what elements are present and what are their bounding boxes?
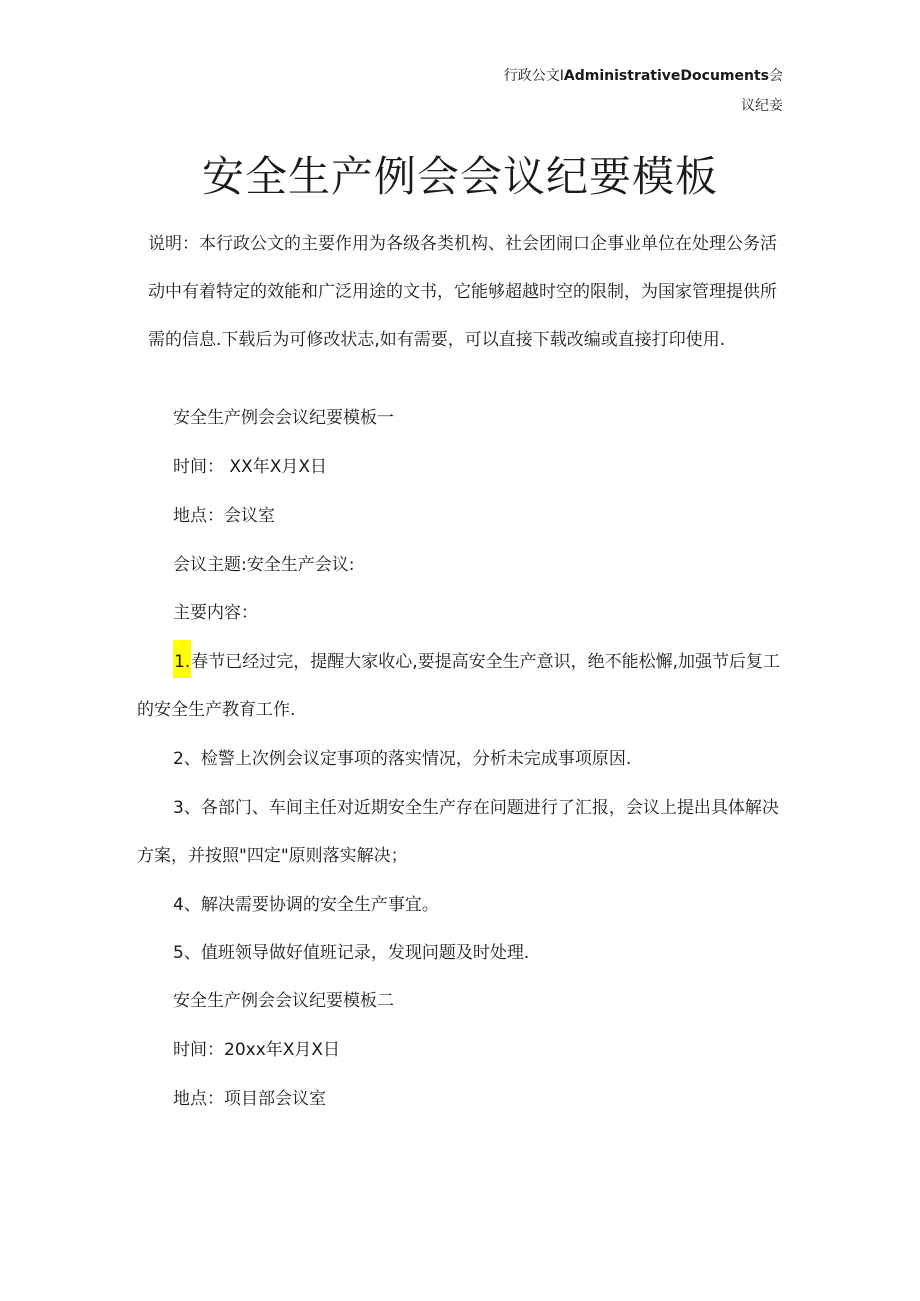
- header-category-suffix: 会: [769, 68, 783, 84]
- item1-text: 春节已经过完，提醒大家收心,要提高安全生产意识，绝不能松懈,加强节后复工: [191, 652, 781, 672]
- template1-topic: 会议主题:安全生产会议:: [173, 555, 355, 575]
- template1-item4: 4、解决需要协调的安全生产事宜。: [173, 895, 439, 915]
- document-title: 安全生产例会会议纪要模板: [201, 152, 718, 201]
- header-category-english: AdministrativeDocuments: [563, 68, 769, 84]
- header-category: [504, 65, 783, 85]
- template1-item3-line2: 方案，并按照"四定"原则落实解决；: [137, 846, 408, 866]
- description-line-1: 说明：本行政公文的主要作用为各级各类机构、社会团闹口企事业单位在处理公务活: [148, 234, 777, 254]
- template1-heading: 安全生产例会会议纪要模板一: [173, 408, 394, 428]
- template1-item2: 2、检警上次例会议定事项的落实情况，分析未完成事项原因.: [173, 749, 632, 769]
- template1-place: 地点：会议室: [173, 506, 275, 526]
- header-subcategory: 议纪妾: [741, 98, 783, 114]
- template1-item1-line1: [173, 647, 780, 678]
- template2-place: 地点：项目部会议室: [173, 1089, 326, 1109]
- template1-content-label: 主要内容：: [173, 603, 258, 623]
- template1-item1-line2: 的安全生产教育工作.: [137, 700, 296, 720]
- item1-marker-highlight: 1.: [173, 640, 191, 678]
- template2-time: 时间：20xx年X月X日: [173, 1040, 341, 1060]
- header-category-prefix: 行政公文I: [503, 68, 564, 84]
- description-line-3: 需的信息.下载后为可修改状志,如有需要，可以直接下载改编或直接打印使用.: [148, 330, 726, 350]
- template2-heading: 安全生产例会会议纪要模板二: [173, 991, 394, 1011]
- description-line-2: 动中有着特定的效能和广泛用途的文书，它能够超越时空的限制，为国家管理提供所: [148, 282, 777, 302]
- template1-time: 时间： XX年X月X日: [173, 457, 327, 477]
- template1-item5: 5、值班领导做好值班记录，发现问题及时处理.: [173, 943, 530, 963]
- template1-item3-line1: 3、各部门、车间主任对近期安全生产存在问题进行了汇报，会议上提出具体解决: [173, 798, 779, 818]
